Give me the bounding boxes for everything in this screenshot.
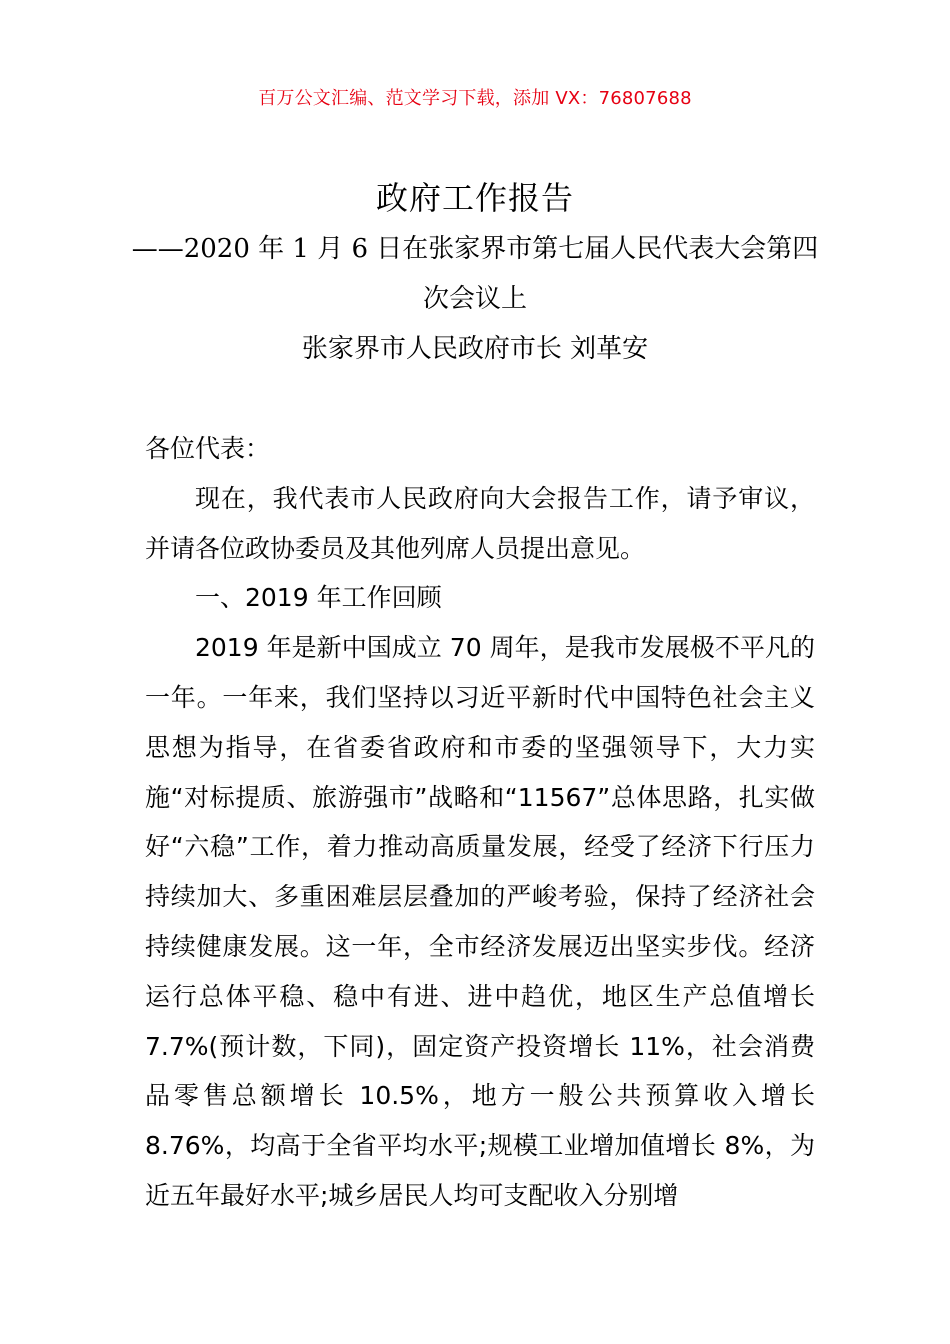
document-body bbox=[145, 424, 815, 1221]
paragraph-intro: 现在，我代表市人民政府向大会报告工作，请予审议，并请各位政协委员及其他列席人员提出意见。 bbox=[145, 483, 815, 563]
author-line: 张家界市人民政府市长 刘革安 bbox=[301, 334, 649, 364]
paragraph-review: 2019 年是新中国成立 70 周年，是我市发展极不平凡的一年。一年来，我们坚持以习近平新时代中国特色社会主义思想为指导，在省委省政府和市委的坚强领导下，大力实施“对标提质、旅游强市”战略和“11567”总体思路，扎实做好“六稳”工作，着力推动高质量发展，经受了经济下行压力持续加大、多重困难层层叠加的严峻考验，保持了经济社会持续健康发展。这一年，全市经济发展迈出坚实步伐。经济运行总体平稳、稳中有进、进中趋优，地区生产总值增长 7.7%(预计数，下同)，固定资产投资增长 11%，社会消费品零售总额增长 10.5%，地方一般公共预算收入增长 8.76%，均高于全省平均水平;规模工业增加值增长 8%，为近五年最好水平;城乡居民人均可支配收入分别增 bbox=[145, 633, 815, 1210]
subtitle-line-2: 次会议上 bbox=[422, 284, 527, 314]
document-title: 政府工作报告 bbox=[375, 179, 574, 217]
section-heading: 一、2019 年工作回顾 bbox=[195, 583, 442, 613]
promo-header: 百万公文汇编、范文学习下载，添加 VX：76807688 bbox=[258, 88, 692, 109]
subtitle-line-1: ——2020 年 1 月 6 日在张家界市第七届人民代表大会第四 bbox=[131, 234, 819, 264]
salutation: 各位代表： bbox=[145, 434, 271, 463]
